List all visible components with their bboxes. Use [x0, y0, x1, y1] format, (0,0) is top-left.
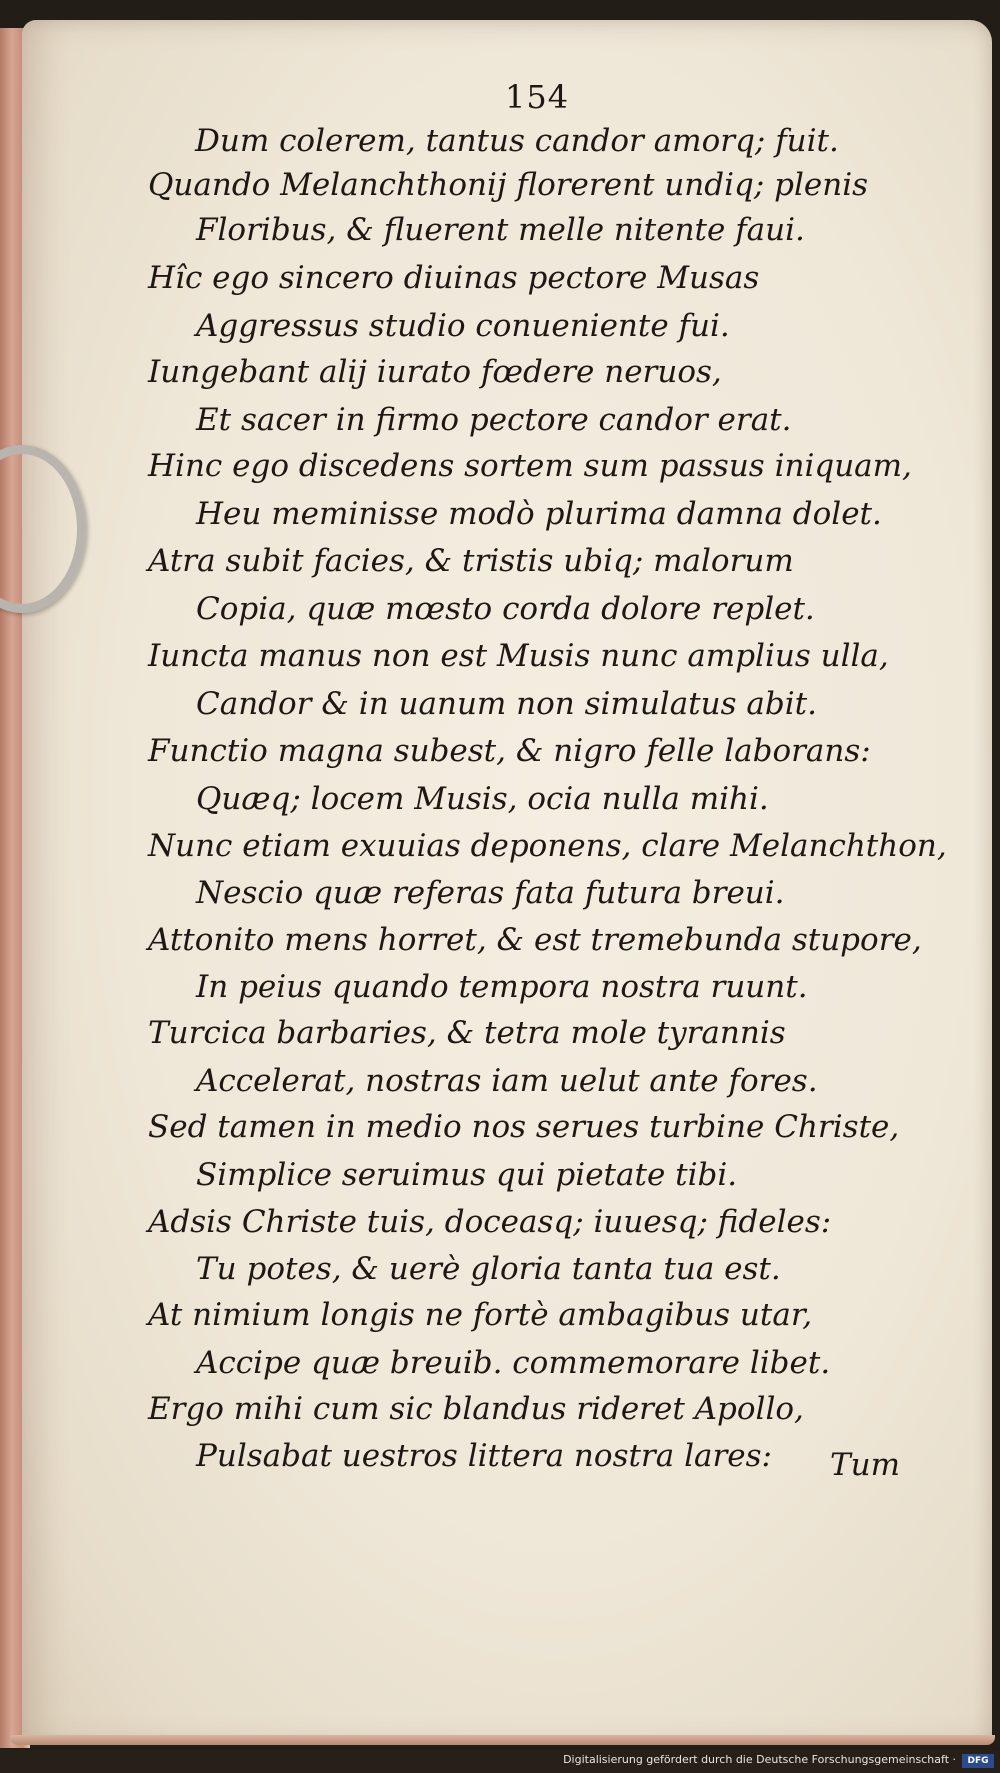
verse-line: Sed tamen in medio nos serues turbine Christe, [148, 1109, 900, 1145]
verse-line: Candor & in uanum non simulatus abit. [196, 686, 817, 722]
verse-line: Tu potes, & uerè gloria tanta tua est. [196, 1251, 781, 1287]
verse-line: Heu meminisse modò plurima damna dolet. [196, 496, 882, 532]
verse-line: Simplice seruimus qui pietate tibi. [196, 1157, 738, 1193]
verse-line: Pulsabat uestros littera nostra lares: [196, 1438, 772, 1474]
verse-line: Accipe quæ breuib. commemorare libet. [196, 1345, 831, 1381]
digitization-credit: Digitalisierung gefördert durch die Deutsche Forschungsgemeinschaft · [563, 1753, 956, 1766]
verse-line: Accelerat, nostras iam uelut ante fores. [196, 1063, 818, 1099]
verse-line: Atra subit facies, & tristis ubiq; malorum [148, 543, 794, 579]
verse-line: Adsis Christe tuis, doceasq; iuuesq; fideles: [148, 1204, 832, 1240]
verse-line: Functio magna subest, & nigro felle laborans: [148, 733, 871, 769]
verse-line: Ergo mihi cum sic blandus rideret Apollo, [148, 1391, 804, 1427]
page-number: 154 [505, 78, 570, 116]
verse-line: In peius quando tempora nostra ruunt. [196, 969, 808, 1005]
verse-line: Copia, quæ mœsto corda dolore replet. [196, 591, 815, 627]
catchword: Tum [830, 1447, 901, 1483]
dfg-logo-icon: DFG [962, 1754, 994, 1768]
verse-line: Hîc ego sincero diuinas pectore Musas [148, 260, 760, 296]
verse-line: Hinc ego discedens sortem sum passus iniquam, [148, 448, 912, 484]
verse-line: Dum colerem, tantus candor amorq; fuit. [195, 123, 839, 159]
verse-line: Iungebant alij iurato fœdere neruos, [148, 354, 722, 390]
verse-line: Attonito mens horret, & est tremebunda stupore, [148, 922, 922, 958]
verse-line: Nunc etiam exuuias deponens, clare Melanchthon, [148, 828, 947, 864]
verse-line: At nimium longis ne fortè ambagibus utar, [148, 1297, 813, 1333]
verse-line: Quando Melanchthonij florerent undiq; plenis [148, 167, 869, 203]
verse-line: Aggressus studio conueniente fui. [196, 308, 730, 344]
verse-line: Turcica barbaries, & tetra mole tyrannis [148, 1015, 786, 1051]
verse-line: Floribus, & fluerent melle nitente faui. [196, 212, 805, 248]
verse-line: Nescio quæ referas fata futura breui. [196, 875, 785, 911]
verse-line: Iuncta manus non est Musis nunc amplius ulla, [148, 638, 889, 674]
verse-line: Quæq; locem Musis, ocia nulla mihi. [196, 781, 769, 817]
verse-line: Et sacer in firmo pectore candor erat. [196, 402, 792, 438]
